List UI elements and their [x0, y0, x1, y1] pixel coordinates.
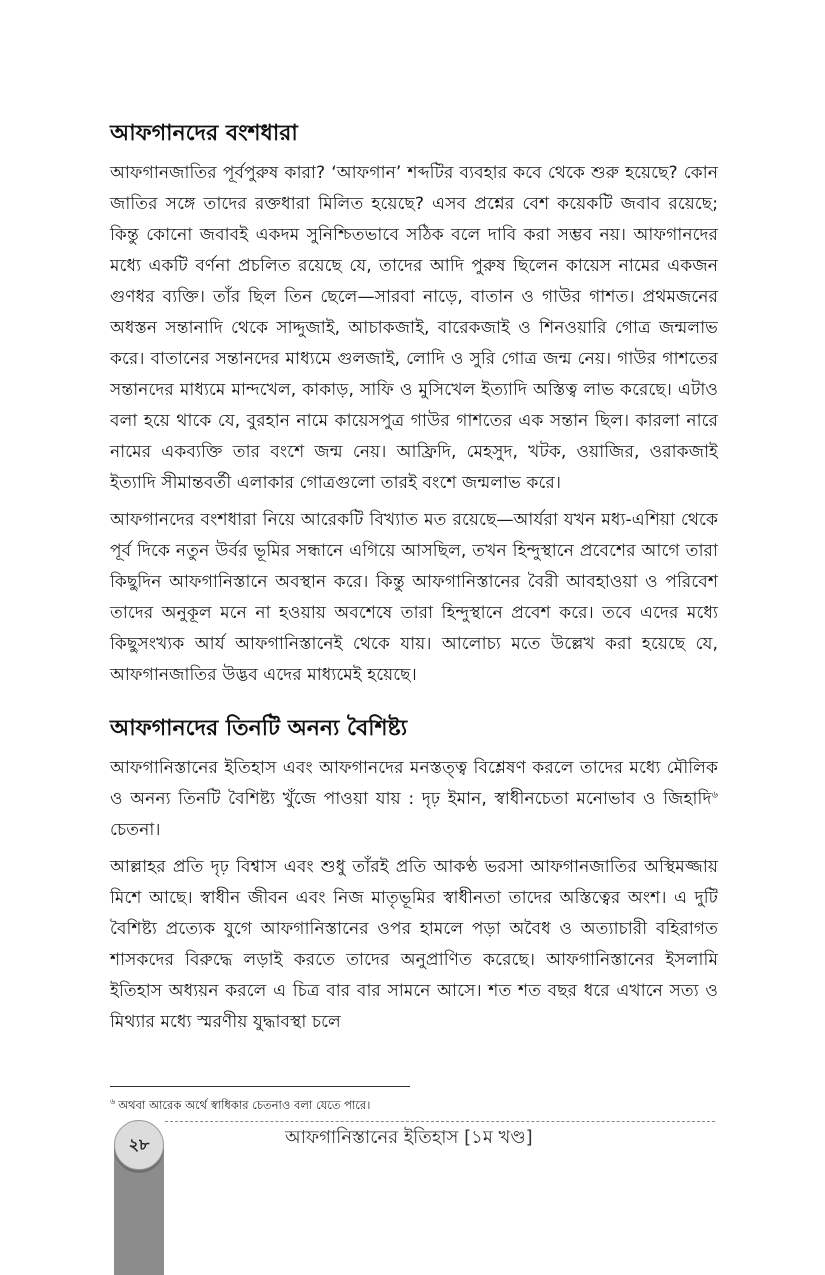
traits-paragraph-2: আল্লাহর প্রতি দৃঢ় বিশ্বাস এবং শুধু তাঁরই প্রতি আকণ্ঠ ভরসা আফগানজাতির অস্থিমজ্জায় মিশে আছে। স্বাধীন জীবন এবং নিজ মাতৃভূমির স্বাধীনতা তাদের অস্তিত্বের অংশ। এ দুটি বৈশিষ্ট্য প্রত্যেক যুগে আফগানিস্তানের ওপর হামলে পড়া অবৈধ ও অত্যাচারী বহিরাগত শাসকদের বিরুদ্ধে লড়াই করতে তাদের অনুপ্রাণিত করেছে। আফগানিস্তানের ইসলামি ইতিহাস অধ্যয়ন করলে এ চিত্র বার বার সামনে আসে। শত শত বছর ধরে এখানে সত্য ও মিথ্যার মধ্যে স্মরণীয় যুদ্ধাবস্থা চলে [110, 857, 718, 1032]
footnote-text: অথবা আরেক অর্থে স্বাধিকার চেতনাও বলা যেতে পারে। [118, 1097, 371, 1112]
running-title: আফগানিস্তানের ইতিহাস [১ম খণ্ড] [285, 1127, 533, 1148]
section-heading-lineage: আফগানদের বংশধারা [110, 121, 298, 146]
lineage-paragraph-2: আফগানদের বংশধারা নিয়ে আরেকটি বিখ্যাত মত রয়েছে—আর্যরা যখন মধ্য-এশিয়া থেকে পূর্ব দিকে নতুন উর্বর ভূমির সন্ধানে এগিয়ে আসছিল, তখন হিন্দুস্থানে প্রবেশের আগে তারা কিছুদিন আফগানিস্তানে অবস্থান করে। কিন্তু আফগানিস্তানের বৈরী আবহাওয়া ও পরিবেশ তাদের অনুকূল মনে না হওয়ায় অবশেষে তারা হিন্দুস্থানে প্রবেশ করে। তবে এদের মধ্যে কিছুসংখ্যক আর্য আফগানিস্তানেই থেকে যায়। আলোচ্য মতে উল্লেখ করা হয়েছে যে, আফগানজাতির উদ্ভব এদের মাধ্যমেই হয়েছে। [110, 510, 718, 685]
footnote-mark: ৬ [110, 1097, 116, 1106]
footnote [110, 1094, 710, 1113]
traits-paragraph-1-text: আফগানিস্তানের ইতিহাস এবং আফগানদের মনস্তত্ত্ব বিশ্লেষণ করলে তাদের মধ্যে মৌলিক ও অনন্য তিনটি বৈশিষ্ট্য খুঁজে পাওয়া যায় : দৃঢ় ইমান, স্বাধীনচেতা মনোভাব ও জিহাদি [110, 758, 718, 809]
traits-paragraph-1 [110, 753, 718, 846]
footnote-divider [110, 1086, 410, 1087]
footnote-reference[interactable]: ৬ [711, 789, 718, 801]
footer-dashed-divider [165, 1121, 715, 1122]
page-body [110, 118, 718, 1044]
section-heading-traits: আফগানদের তিনটি অনন্য বৈশিষ্ট্য [110, 716, 408, 741]
lineage-paragraph-1: আফগানজাতির পূর্বপুরুষ কারা? ‘আফগান’ শব্দটির ব্যবহার কবে থেকে শুরু হয়েছে? কোন জাতির সঙ্গে তাদের রক্তধারা মিলিত হয়েছে? এসব প্রশ্নের বেশ কয়েকটি জবাব রয়েছে; কিন্তু কোনো জবাবই একদম সুনিশ্চিতভাবে সঠিক বলে দাবি করা সম্ভব নয়। আফগানদের মধ্যে একটি বর্ণনা প্রচলিত রয়েছে যে, তাদের আদি পুরুষ ছিলেন কায়েস নামের একজন গুণধর ব্যক্তি। তাঁর ছিল তিন ছেলে—সারবা নাড়ে, বাতান ও গাউর গাশত। প্রথমজনের অধস্তন সন্তানাদি থেকে সাদ্দুজাই, আচাকজাই, বারেকজাই ও শিনওয়ারি গোত্র জন্মলাভ করে। বাতানের সন্তানদের মাধ্যমে গুলজাই, লোদি ও সুরি গোত্র জন্ম নেয়। গাউর গাশতের সন্তানদের মাধ্যমে মান্দখেল, কাকাড়, সাফি ও মুসিখেল ইত্যাদি অস্তিত্ব লাভ করেছে। এটাও বলা হয়ে থাকে যে, বুরহান নামে কায়েসপুত্র গাউর গাশতের এক সন্তান ছিল। কারলা নারে নামের একব্যক্তি তার বংশে জন্ম নেয়। আফ্রিদি, মেহসুদ, খটক, ওয়াজির, ওরাকজাই ইত্যাদি সীমান্তবর্তী এলাকার গোত্রগুলো তারই বংশে জন্মলাভ করে। [110, 163, 718, 493]
traits-paragraph-1-end: চেতনা। [110, 820, 161, 840]
page-number: ২৮ [128, 1134, 150, 1154]
page-number-badge [114, 1120, 164, 1170]
